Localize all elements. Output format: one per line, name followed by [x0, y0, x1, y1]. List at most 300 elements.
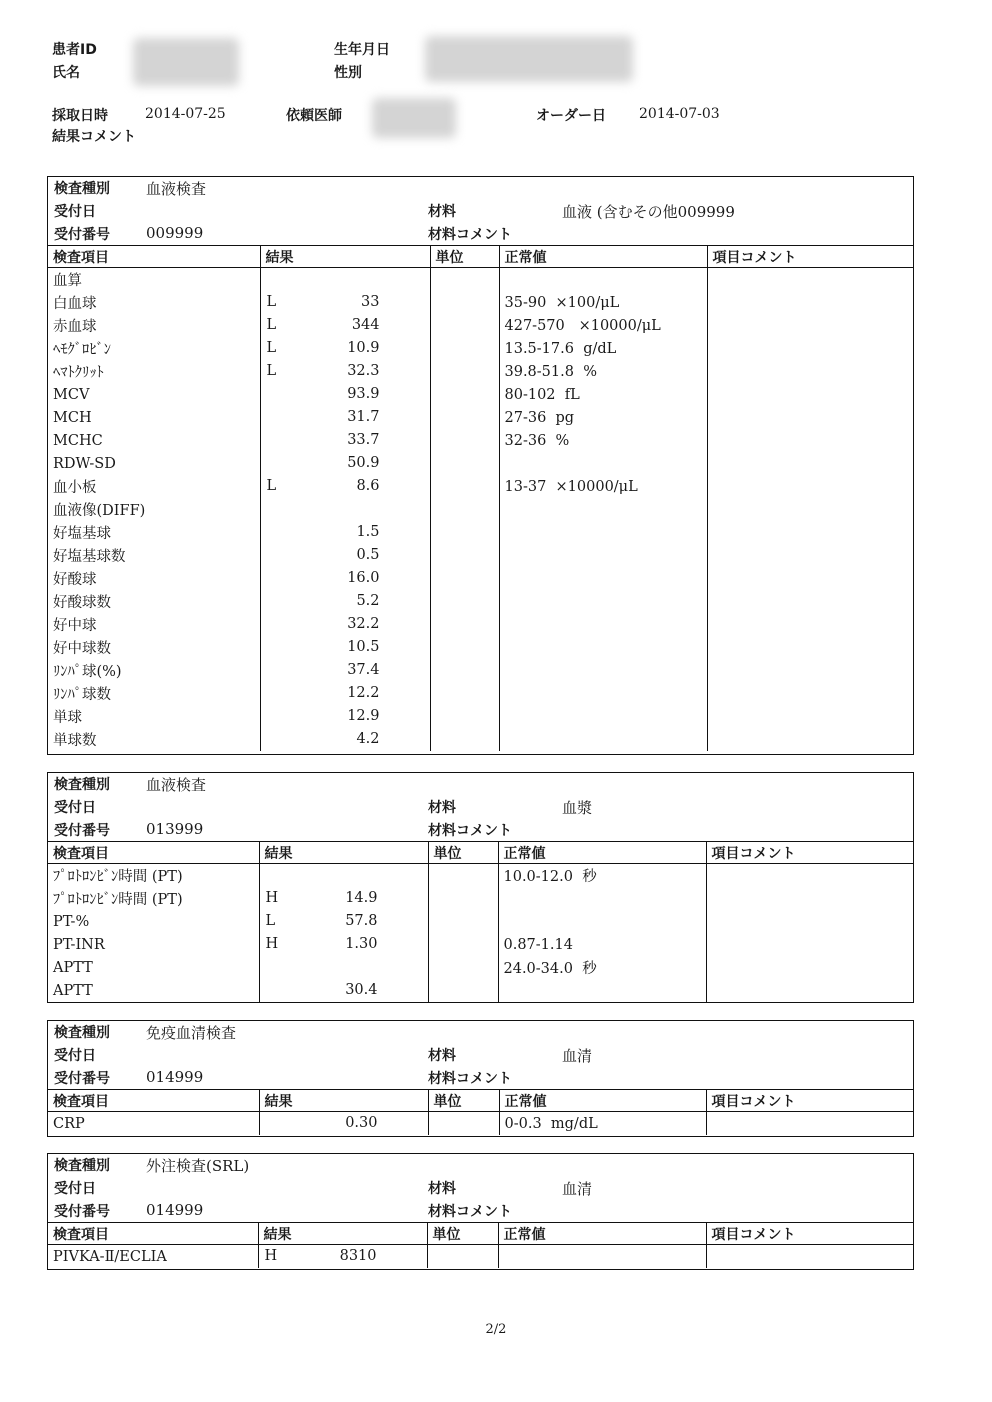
- col-unit: 単位: [428, 842, 498, 864]
- table-row: [48, 1245, 913, 1269]
- unit-cell: [430, 429, 499, 452]
- result-value: 93.9: [347, 386, 380, 402]
- normal-range-cell: [498, 1245, 706, 1269]
- item-cell: 血小板: [53, 480, 97, 496]
- col-comment: 項目コメント: [707, 246, 913, 268]
- result-value: 32.2: [347, 616, 380, 632]
- unit-cell: [430, 567, 499, 590]
- item-comment-cell: [707, 728, 913, 751]
- normal-range-cell: 35-90 ×100/μL: [499, 291, 707, 314]
- receipt-row: [54, 1201, 913, 1223]
- result-cell: [260, 314, 430, 337]
- item-cell: PT-%: [53, 913, 90, 930]
- table-row: [48, 406, 913, 429]
- abnormal-flag: L: [266, 363, 277, 379]
- table-row: [48, 360, 913, 383]
- result-cell: [259, 887, 428, 910]
- item-cell: 好酸球: [53, 572, 97, 588]
- table-row: [48, 337, 913, 360]
- section-type-row: [54, 178, 913, 200]
- type-value: 血液検査: [146, 776, 207, 794]
- type-label: 検査種別: [54, 1158, 110, 1174]
- unit-cell: [428, 979, 498, 1002]
- item-comment-cell: [706, 979, 913, 1002]
- material-label: 材料: [428, 1048, 456, 1064]
- section-blood-coag: [47, 772, 914, 1003]
- col-normal: 正常値: [499, 246, 707, 268]
- col-result: 結果: [259, 842, 428, 864]
- unit-cell: [430, 475, 499, 498]
- col-item: 検査項目: [48, 246, 260, 268]
- normal-range-cell: 13.5-17.6 g/dL: [499, 337, 707, 360]
- result-cell: [260, 268, 430, 292]
- results-body: [48, 1245, 913, 1269]
- receipt-row: [54, 820, 913, 842]
- result-cell: [260, 728, 430, 751]
- result-value: 1.30: [345, 936, 378, 952]
- item-cell: MCV: [53, 386, 90, 403]
- item-cell: 好中球数: [53, 641, 111, 657]
- table-row: [48, 705, 913, 728]
- unit-cell: [428, 1112, 499, 1136]
- result-cell: [260, 429, 430, 452]
- unit-cell: [428, 864, 498, 888]
- results-body: [48, 268, 913, 752]
- table-row: [48, 887, 913, 910]
- item-comment-cell: [707, 544, 913, 567]
- abnormal-flag: L: [266, 478, 277, 494]
- section-type-row: [54, 774, 913, 796]
- item-comment-cell: [706, 910, 913, 933]
- patient-name-label: 氏名: [52, 65, 80, 81]
- item-cell: ﾘﾝﾊﾟ球数: [53, 687, 111, 703]
- normal-range-cell: 39.8-51.8 %: [499, 360, 707, 383]
- unit-cell: [430, 360, 499, 383]
- receipt-no-value: 014999: [146, 1068, 204, 1086]
- table-header: [48, 1090, 913, 1112]
- receipt-no-label: 受付番号: [54, 1071, 110, 1087]
- result-cell: [260, 360, 430, 383]
- result-cell: [260, 659, 430, 682]
- order-date-label: オーダー日: [536, 108, 606, 124]
- normal-range-cell: [499, 590, 707, 613]
- result-value: 5.2: [356, 593, 380, 609]
- item-cell: 好中球: [53, 618, 97, 634]
- unit-cell: [430, 544, 499, 567]
- item-cell: CRP: [53, 1115, 85, 1132]
- receipt-no-value: 014999: [146, 1201, 204, 1219]
- item-comment-cell: [707, 360, 913, 383]
- col-item: 検査項目: [48, 1223, 258, 1245]
- result-value: 10.9: [347, 340, 380, 356]
- material-comment-label: 材料コメント: [428, 1204, 512, 1220]
- normal-range-cell: [499, 613, 707, 636]
- col-normal: 正常値: [498, 1223, 706, 1245]
- item-comment-cell: [707, 429, 913, 452]
- result-value: 12.9: [347, 708, 380, 724]
- section-blood-cbc: [47, 176, 914, 755]
- result-value: 0.30: [345, 1115, 378, 1131]
- result-value: 31.7: [347, 409, 380, 425]
- normal-range-cell: [499, 682, 707, 705]
- normal-range-cell: [499, 659, 707, 682]
- material-comment-label: 材料コメント: [428, 1071, 512, 1087]
- received-row: [54, 1178, 913, 1200]
- result-cell: [260, 452, 430, 475]
- receipt-no-label: 受付番号: [54, 1204, 110, 1220]
- item-comment-cell: [707, 268, 913, 292]
- table-row: [48, 613, 913, 636]
- table-row: [48, 383, 913, 406]
- result-cell: [259, 910, 428, 933]
- item-cell: 血算: [53, 273, 82, 289]
- unit-cell: [430, 452, 499, 475]
- table-row: [48, 590, 913, 613]
- material-comment-label: 材料コメント: [428, 227, 512, 243]
- table-row: [48, 728, 913, 751]
- table-row: [48, 933, 913, 956]
- result-value: 344: [351, 317, 380, 333]
- item-cell: APTT: [53, 982, 93, 999]
- result-value: 33.7: [347, 432, 380, 448]
- type-label: 検査種別: [54, 181, 110, 197]
- patient-id-label: 患者ID: [52, 42, 97, 58]
- redacted-birthdate-sex: [425, 36, 633, 82]
- received-label: 受付日: [54, 1048, 96, 1064]
- unit-cell: [428, 933, 498, 956]
- normal-range-cell: 0-0.3 mg/dL: [499, 1112, 706, 1136]
- result-cell: [260, 475, 430, 498]
- result-cell: [260, 636, 430, 659]
- col-result: 結果: [259, 1090, 428, 1112]
- item-cell: RDW-SD: [53, 455, 116, 472]
- material-value: 血清: [562, 1047, 593, 1065]
- sex-label: 性別: [334, 65, 362, 81]
- result-cell: [259, 933, 428, 956]
- normal-range-cell: [498, 910, 706, 933]
- table-row: [48, 498, 913, 521]
- redacted-patient-id-name: [133, 38, 239, 86]
- item-comment-cell: [706, 1245, 913, 1269]
- birthdate-label: 生年月日: [334, 42, 390, 58]
- item-comment-cell: [707, 705, 913, 728]
- table-row: [48, 291, 913, 314]
- result-cell: [260, 567, 430, 590]
- abnormal-flag: L: [266, 340, 277, 356]
- col-normal: 正常値: [498, 842, 706, 864]
- result-value: 33: [361, 294, 380, 310]
- table-row: [48, 864, 913, 888]
- received-label: 受付日: [54, 800, 96, 816]
- normal-range-cell: [498, 979, 706, 1002]
- item-cell: ﾍﾏﾄｸﾘｯﾄ: [53, 365, 104, 381]
- table-row: [48, 521, 913, 544]
- normal-range-cell: [499, 521, 707, 544]
- col-comment: 項目コメント: [706, 1090, 913, 1112]
- result-value: 10.5: [347, 639, 380, 655]
- col-unit: 単位: [427, 1223, 498, 1245]
- col-item: 検査項目: [48, 842, 259, 864]
- normal-range-cell: [499, 498, 707, 521]
- unit-cell: [430, 314, 499, 337]
- requesting-doctor-label: 依頼医師: [286, 108, 342, 124]
- receipt-row: [54, 1068, 913, 1090]
- receipt-no-label: 受付番号: [54, 823, 110, 839]
- type-value: 免疫血清検査: [146, 1024, 237, 1042]
- item-cell: ﾍﾓｸﾞﾛﾋﾞﾝ: [53, 342, 111, 358]
- material-label: 材料: [428, 800, 456, 816]
- table-row: [48, 956, 913, 979]
- received-row: [54, 201, 913, 223]
- result-cell: [260, 291, 430, 314]
- result-cell: [260, 705, 430, 728]
- col-unit: 単位: [428, 1090, 499, 1112]
- result-value: 8.6: [356, 478, 380, 494]
- normal-range-cell: [499, 705, 707, 728]
- material-label: 材料: [428, 204, 456, 220]
- item-comment-cell: [707, 498, 913, 521]
- result-value: 0.5: [356, 547, 380, 563]
- item-comment-cell: [707, 613, 913, 636]
- unit-cell: [430, 682, 499, 705]
- item-cell: APTT: [53, 959, 93, 976]
- normal-range-cell: 24.0-34.0 秒: [498, 956, 706, 979]
- item-comment-cell: [706, 933, 913, 956]
- normal-range-cell: [499, 268, 707, 292]
- section-immuno-serum: [47, 1020, 914, 1137]
- section-external-srl: [47, 1153, 914, 1270]
- item-cell: ﾌﾟﾛﾄﾛﾝﾋﾞﾝ時間 (PT): [53, 892, 183, 908]
- result-cell: [260, 383, 430, 406]
- normal-range-cell: 32-36 %: [499, 429, 707, 452]
- received-row: [54, 1045, 913, 1067]
- result-value: 12.2: [347, 685, 380, 701]
- type-label: 検査種別: [54, 1025, 110, 1041]
- item-cell: 好塩基球数: [53, 549, 126, 565]
- unit-cell: [428, 887, 498, 910]
- item-comment-cell: [707, 567, 913, 590]
- results-body: [48, 1112, 913, 1136]
- unit-cell: [427, 1245, 498, 1269]
- item-cell: 単球: [53, 710, 82, 726]
- results-table: [48, 841, 913, 1002]
- item-cell: PIVKA-Ⅱ/ECLIA: [53, 1248, 167, 1265]
- unit-cell: [430, 268, 499, 292]
- unit-cell: [430, 337, 499, 360]
- table-row: [48, 475, 913, 498]
- received-label: 受付日: [54, 204, 96, 220]
- receipt-no-value: 013999: [146, 820, 204, 838]
- result-value: 14.9: [345, 890, 378, 906]
- table-row: [48, 636, 913, 659]
- table-row: [48, 452, 913, 475]
- item-cell: 好酸球数: [53, 595, 111, 611]
- abnormal-flag: H: [265, 936, 279, 952]
- col-comment: 項目コメント: [706, 842, 913, 864]
- type-value: 血液検査: [146, 180, 207, 198]
- material-value: 血漿: [562, 799, 593, 817]
- normal-range-cell: 27-36 pg: [499, 406, 707, 429]
- results-body: [48, 864, 913, 1003]
- table-row: [48, 544, 913, 567]
- item-comment-cell: [707, 682, 913, 705]
- normal-range-cell: 0.87-1.14: [498, 933, 706, 956]
- unit-cell: [430, 705, 499, 728]
- item-comment-cell: [706, 887, 913, 910]
- collect-date-value: 2014-07-25: [145, 106, 226, 122]
- table-row: [48, 910, 913, 933]
- normal-range-cell: [499, 452, 707, 475]
- abnormal-flag: L: [266, 294, 277, 310]
- item-comment-cell: [707, 590, 913, 613]
- result-value: 57.8: [345, 913, 378, 929]
- result-value: 8310: [339, 1248, 377, 1264]
- result-value: 50.9: [347, 455, 380, 471]
- item-comment-cell: [707, 337, 913, 360]
- result-comment-label: 結果コメント: [52, 129, 136, 145]
- result-cell: [260, 682, 430, 705]
- result-cell: [260, 590, 430, 613]
- result-cell: [259, 864, 428, 888]
- normal-range-cell: 13-37 ×10000/μL: [499, 475, 707, 498]
- item-comment-cell: [706, 956, 913, 979]
- section-type-row: [54, 1155, 913, 1177]
- col-comment: 項目コメント: [706, 1223, 913, 1245]
- item-cell: 赤血球: [53, 319, 97, 335]
- receipt-no-value: 009999: [146, 224, 204, 242]
- table-row: [48, 268, 913, 292]
- type-label: 検査種別: [54, 777, 110, 793]
- table-header: [48, 1223, 913, 1245]
- normal-range-cell: [499, 567, 707, 590]
- collect-date-label: 採取日時: [52, 108, 108, 124]
- material-label: 材料: [428, 1181, 456, 1197]
- normal-range-cell: [499, 636, 707, 659]
- normal-range-cell: 80-102 fL: [499, 383, 707, 406]
- item-comment-cell: [707, 383, 913, 406]
- table-row: [48, 659, 913, 682]
- abnormal-flag: L: [266, 317, 277, 333]
- unit-cell: [430, 728, 499, 751]
- unit-cell: [428, 910, 498, 933]
- section-type-row: [54, 1022, 913, 1044]
- result-cell: [260, 337, 430, 360]
- result-value: 1.5: [356, 524, 380, 540]
- item-cell: MCH: [53, 409, 92, 426]
- item-cell: PT-INR: [53, 936, 105, 953]
- unit-cell: [430, 383, 499, 406]
- item-comment-cell: [707, 406, 913, 429]
- col-item: 検査項目: [48, 1090, 259, 1112]
- unit-cell: [430, 406, 499, 429]
- item-cell: 血液像(DIFF): [53, 503, 146, 519]
- item-comment-cell: [707, 521, 913, 544]
- table-header: [48, 246, 913, 268]
- table-row: [48, 979, 913, 1002]
- unit-cell: [430, 613, 499, 636]
- item-comment-cell: [707, 636, 913, 659]
- col-unit: 単位: [430, 246, 499, 268]
- result-cell: [259, 979, 428, 1002]
- result-cell: [260, 406, 430, 429]
- table-row: [48, 567, 913, 590]
- results-table: [48, 245, 913, 751]
- col-normal: 正常値: [499, 1090, 706, 1112]
- unit-cell: [428, 956, 498, 979]
- item-comment-cell: [707, 659, 913, 682]
- item-comment-cell: [707, 291, 913, 314]
- normal-range-cell: [499, 728, 707, 751]
- normal-range-cell: 427-570 ×10000/μL: [499, 314, 707, 337]
- normal-range-cell: [499, 544, 707, 567]
- item-cell: ﾌﾟﾛﾄﾛﾝﾋﾞﾝ時間 (PT): [53, 869, 183, 885]
- unit-cell: [430, 636, 499, 659]
- redacted-doctor: [372, 98, 456, 138]
- table-row: [48, 1112, 913, 1136]
- page-number: 2/2: [485, 1322, 507, 1337]
- result-cell: [259, 956, 428, 979]
- table-header: [48, 842, 913, 864]
- result-value: 32.3: [347, 363, 380, 379]
- type-value: 外注検査(SRL): [146, 1157, 250, 1175]
- material-value: 血清: [562, 1180, 593, 1198]
- result-value: 4.2: [356, 731, 380, 747]
- material-value: 血液 (含むその他009999: [562, 203, 735, 221]
- item-cell: 単球数: [53, 733, 97, 749]
- result-cell: [258, 1245, 427, 1269]
- results-table: [48, 1222, 913, 1268]
- result-cell: [259, 1112, 428, 1136]
- normal-range-cell: 10.0-12.0 秒: [498, 864, 706, 888]
- result-cell: [260, 613, 430, 636]
- item-comment-cell: [707, 452, 913, 475]
- result-cell: [260, 521, 430, 544]
- item-cell: MCHC: [53, 432, 103, 449]
- item-cell: ﾘﾝﾊﾟ球(%): [53, 664, 122, 680]
- item-comment-cell: [706, 864, 913, 888]
- result-value: 30.4: [345, 982, 378, 998]
- item-comment-cell: [706, 1112, 913, 1136]
- order-date-value: 2014-07-03: [639, 106, 720, 122]
- item-comment-cell: [707, 475, 913, 498]
- unit-cell: [430, 590, 499, 613]
- receipt-row: [54, 224, 913, 246]
- col-result: 結果: [258, 1223, 427, 1245]
- abnormal-flag: H: [265, 890, 279, 906]
- result-value: 37.4: [347, 662, 380, 678]
- material-comment-label: 材料コメント: [428, 823, 512, 839]
- table-row: [48, 314, 913, 337]
- abnormal-flag: L: [265, 913, 276, 929]
- received-label: 受付日: [54, 1181, 96, 1197]
- result-cell: [260, 544, 430, 567]
- result-cell: [260, 498, 430, 521]
- item-cell: 好塩基球: [53, 526, 111, 542]
- unit-cell: [430, 291, 499, 314]
- received-row: [54, 797, 913, 819]
- results-table: [48, 1089, 913, 1135]
- unit-cell: [430, 659, 499, 682]
- unit-cell: [430, 498, 499, 521]
- table-row: [48, 682, 913, 705]
- receipt-no-label: 受付番号: [54, 227, 110, 243]
- item-cell: 白血球: [53, 296, 97, 312]
- unit-cell: [430, 521, 499, 544]
- result-value: 16.0: [347, 570, 380, 586]
- item-comment-cell: [707, 314, 913, 337]
- col-result: 結果: [260, 246, 430, 268]
- table-row: [48, 429, 913, 452]
